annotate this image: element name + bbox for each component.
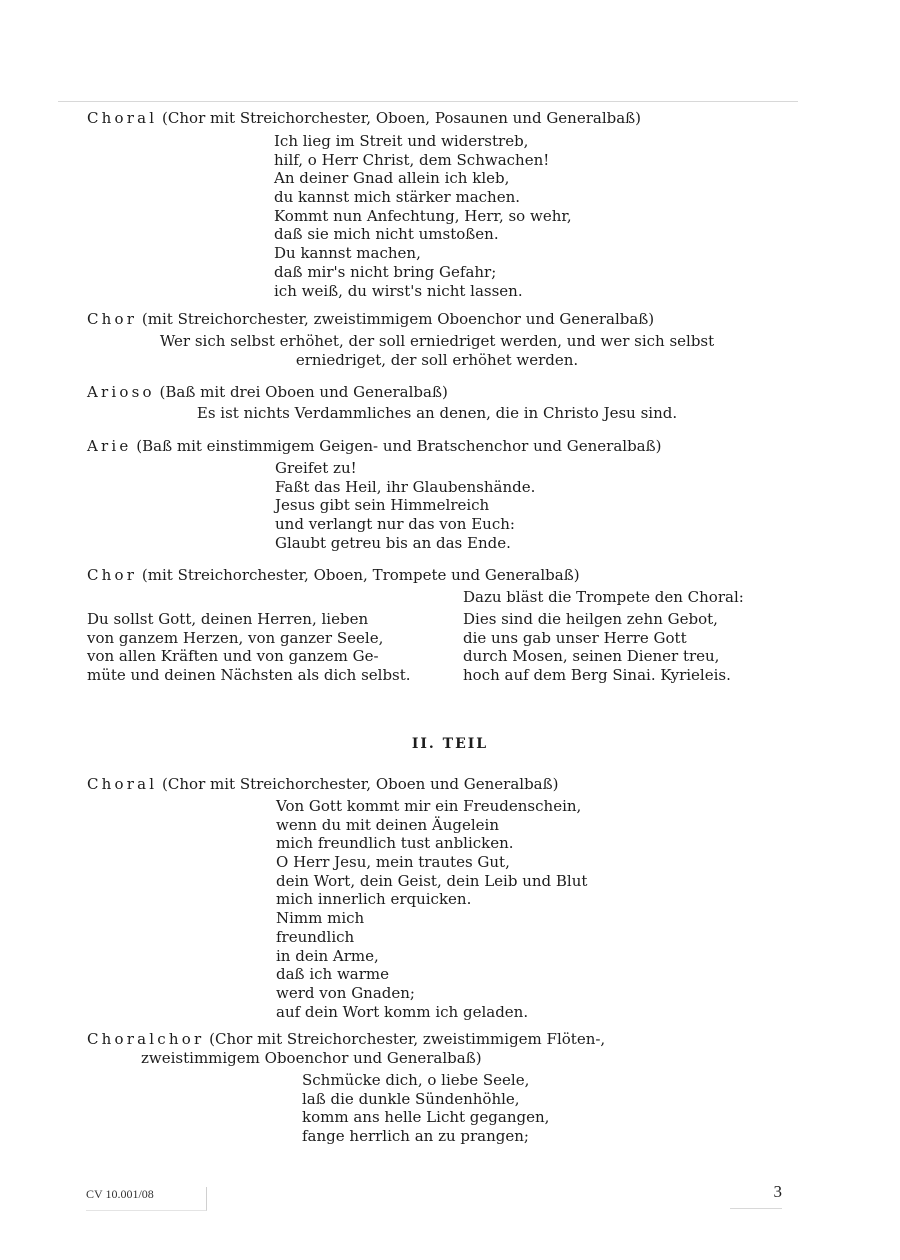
verse-line: Wer sich selbst erhöhet, der soll erniedriget werden, und wer sich selbst — [159, 332, 715, 350]
verse-line: wenn du mit deinen Äugelein — [276, 815, 500, 834]
section-heading-chor — [87, 310, 654, 328]
section-heading-arioso — [87, 383, 448, 401]
verse-line: erniedriget, der soll erhöhet werden. — [295, 351, 579, 369]
section-instrumentation: (mit Streichorchester, zweistimmigem Oboenchor und Generalbaß) — [137, 310, 655, 328]
verse-line: Kommt nun Anfechtung, Herr, so wehr, — [274, 206, 572, 225]
section-heading-choral — [87, 109, 641, 127]
section-instrumentation-continued: zweistimmigem Oboenchor und Generalbaß) — [141, 1049, 482, 1067]
verse-line: dein Wort, dein Geist, dein Leib und Blut — [276, 871, 588, 890]
verse-line: in dein Arme, — [276, 946, 379, 965]
verse-block — [274, 132, 572, 300]
verse-line: Nimm mich — [276, 909, 365, 928]
part-title: II. TEIL — [411, 736, 489, 752]
verse-line: Von Gott kommt mir ein Freudenschein, — [276, 797, 582, 815]
section-name: Arie — [87, 437, 132, 455]
verse-line: von allen Kräften und von ganzem Ge- — [87, 647, 379, 666]
verse-block — [87, 332, 787, 370]
verse-line: Es ist nichts Verdammliches an denen, die in Christo Jesu sind. — [196, 404, 678, 422]
verse-line: hilf, o Herr Christ, dem Schwachen! — [274, 150, 550, 169]
verse-block — [276, 797, 587, 1021]
section-name: Choral — [87, 775, 158, 793]
verse-line: daß mir's nicht bring Gefahr; — [274, 262, 497, 281]
verse-line: du kannst mich stärker machen. — [274, 188, 521, 207]
verse-line: Faßt das Heil, ihr Glaubenshände. — [275, 477, 536, 496]
verse-line: daß sie mich nicht umstoßen. — [274, 225, 499, 244]
verse-line: hoch auf dem Berg Sinai. Kyrieleis. — [463, 666, 731, 685]
section-heading-choral-2 — [87, 775, 559, 793]
verse-line: von ganzem Herzen, von ganzer Seele, — [87, 628, 384, 647]
section-name: Arioso — [87, 383, 155, 401]
verse-line: freundlich — [276, 927, 355, 946]
verse-line: mich freundlich tust anblicken. — [276, 834, 514, 853]
verse-line: durch Mosen, seinen Diener treu, — [463, 647, 720, 666]
verse-line: Du kannst machen, — [274, 244, 421, 263]
verse-line: mich innerlich erquicken. — [276, 890, 472, 909]
verse-line: die uns gab unser Herre Gott — [463, 628, 687, 647]
verse-line: Ich lieg im Streit und widerstreb, — [274, 132, 529, 150]
verse-line: Glaubt getreu bis an das Ende. — [275, 533, 511, 552]
page-number: 3 — [730, 1182, 782, 1209]
left-column-text — [87, 610, 411, 685]
right-column-text — [463, 610, 731, 685]
section-name: Chor — [87, 310, 138, 328]
verse-line: Greifet zu! — [275, 459, 357, 477]
section-heading-chor-trompete — [87, 566, 580, 584]
verse-line: O Herr Jesu, mein trautes Gut, — [276, 853, 510, 872]
verse-line: Du sollst Gott, deinen Herren, lieben — [87, 610, 369, 628]
section-heading-choralchor — [87, 1030, 605, 1048]
section-heading-arie — [87, 437, 661, 455]
section-name: Chor — [87, 566, 138, 584]
section-instrumentation: (Baß mit einstimmigem Geigen- und Bratschenchor und Generalbaß) — [131, 437, 662, 455]
verse-line: daß ich warme — [276, 965, 390, 984]
verse-line: fange herrlich an zu prangen; — [302, 1127, 529, 1146]
top-rule — [58, 101, 798, 102]
verse-block — [87, 404, 787, 423]
section-instrumentation: (mit Streichorchester, Oboen, Trompete und Generalbaß) — [137, 566, 580, 584]
section-name: Choralchor — [87, 1030, 205, 1048]
verse-line: Dies sind die heilgen zehn Gebot, — [463, 610, 718, 628]
verse-line: müte und deinen Nächsten als dich selbst. — [87, 666, 411, 685]
verse-line: werd von Gnaden; — [276, 983, 415, 1002]
verse-line: Schmücke dich, o liebe Seele, — [302, 1071, 530, 1089]
verse-line: Jesus gibt sein Himmelreich — [275, 496, 490, 515]
verse-block — [302, 1071, 549, 1146]
catalog-code: CV 10.001/08 — [86, 1187, 207, 1211]
section-instrumentation: (Chor mit Streichorchester, zweistimmigem Flöten-, — [204, 1030, 606, 1048]
section-instrumentation: (Baß mit drei Oboen und Generalbaß) — [154, 383, 448, 401]
verse-line: laß die dunkle Sündenhöhle, — [302, 1089, 520, 1108]
verse-line: ich weiß, du wirst's nicht lassen. — [274, 281, 523, 300]
section-instrumentation: (Chor mit Streichorchester, Oboen und Generalbaß) — [157, 775, 559, 793]
verse-block — [275, 459, 535, 552]
verse-line: An deiner Gnad allein ich kleb, — [274, 169, 510, 188]
verse-line: und verlangt nur das von Euch: — [275, 515, 515, 534]
right-column-heading: Dazu bläst die Trompete den Choral: — [463, 588, 744, 606]
section-name: Choral — [87, 109, 158, 127]
verse-line: auf dein Wort komm ich geladen. — [276, 1002, 529, 1021]
verse-line: komm ans helle Licht gegangen, — [302, 1108, 550, 1127]
section-instrumentation: (Chor mit Streichorchester, Oboen, Posaunen und Generalbaß) — [157, 109, 642, 127]
